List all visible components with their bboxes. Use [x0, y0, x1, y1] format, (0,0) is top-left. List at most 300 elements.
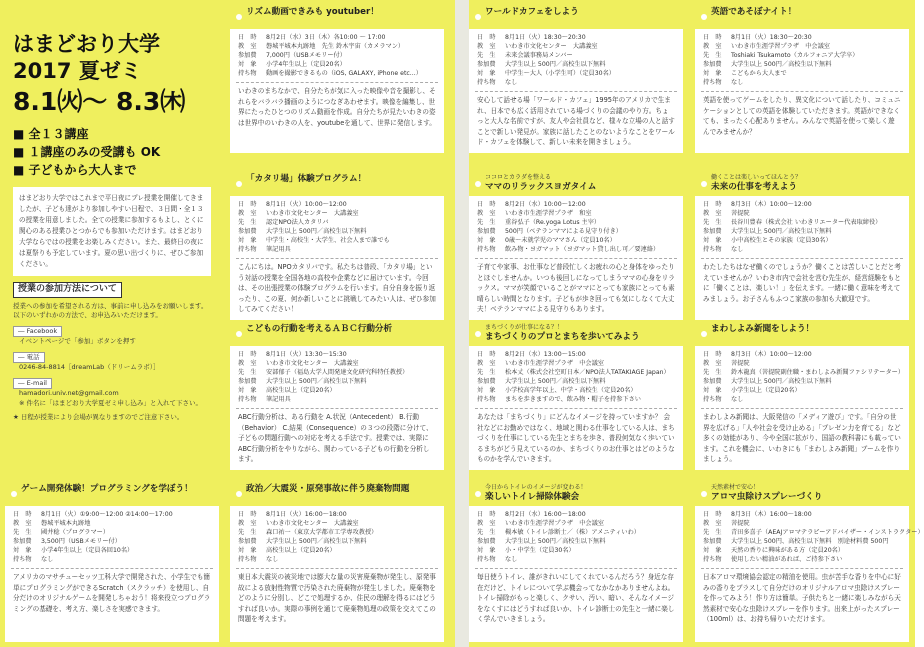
course-card — [695, 482, 924, 642]
info-value: 大学生以上 500円／高校生以下無料 — [266, 228, 367, 235]
info-label: 教 室 — [477, 43, 496, 50]
info-row — [477, 528, 677, 537]
info-value: 中学生～大人（小学生可）（定員30名） — [505, 70, 615, 77]
bullet-dot-icon — [475, 331, 481, 337]
info-value: 重谷弘子（Re.yoga Lotus 主宰） — [505, 219, 601, 226]
course-card — [469, 172, 683, 320]
info-label: 対 象 — [238, 547, 257, 554]
info-label: 先 生 — [477, 369, 496, 376]
bullet-dot-icon — [236, 331, 242, 337]
info-row — [477, 537, 677, 546]
info-row — [703, 78, 903, 87]
course-info — [469, 346, 683, 406]
bullet-item: ■ 子どもから大人まで — [13, 163, 137, 177]
course-title: こどもの行動を考えるＡＢＣ行動分析 — [246, 324, 393, 334]
course-header — [469, 482, 683, 506]
info-row — [477, 60, 677, 69]
info-label: 日 時 — [13, 511, 32, 518]
info-row — [238, 227, 438, 236]
info-row — [13, 546, 213, 555]
info-label: 持ち物 — [238, 396, 257, 403]
course-title: リズム動画できみも youtuber！ — [246, 7, 379, 17]
info-value: 大学生以上 500円／高校生以下無料 — [505, 61, 606, 68]
course-card — [695, 172, 909, 320]
info-value: 8月1日（火）18:30～20:30 — [731, 34, 812, 41]
course-title: ゲーム開発体験！プログラミングを学ぼう！ — [21, 484, 193, 494]
course-title: 政治／大震災・原発事故に伴う廃棄物問題 — [246, 484, 410, 494]
info-row — [238, 245, 438, 254]
brand-title: はまどおり大学 — [13, 32, 160, 56]
info-label: 参加費 — [238, 378, 257, 385]
info-label: 先 生 — [238, 369, 257, 376]
info-row — [703, 528, 924, 537]
course-header — [469, 322, 683, 346]
info-value: 8月1日（火）10:00～12:00 — [266, 201, 347, 208]
info-row — [13, 555, 213, 564]
info-row — [477, 69, 677, 78]
course-info — [469, 29, 683, 89]
info-value: 7,000円（USBメモリー付） — [266, 52, 346, 59]
channel-facebook: ― Facebook — [13, 326, 62, 338]
course-card — [230, 322, 444, 470]
info-value: 使用したい精油があれば、ご持参下さい — [731, 556, 843, 563]
info-label: 教 室 — [238, 210, 257, 217]
info-value: 森口祐一（東京大学都市工学専攻教授） — [266, 529, 378, 536]
info-row — [13, 537, 213, 546]
info-row — [477, 33, 677, 42]
venue-note: ★ 日程が授業により会場が異なりますのでご注意下さい。 — [13, 413, 184, 421]
course-subtitle: 天然素材で安心！ — [711, 484, 760, 491]
info-label: 持ち物 — [238, 246, 257, 253]
channel-phone: ― 電話 — [13, 352, 45, 364]
info-value: 筆記用具 — [266, 396, 291, 403]
course-subtitle: ココロとカラダを整える — [485, 174, 551, 181]
info-label: 日 時 — [477, 34, 496, 41]
course-header — [230, 482, 444, 506]
info-row — [703, 236, 903, 245]
info-row — [238, 510, 438, 519]
info-value: 3,500円（USBメモリー付） — [41, 538, 121, 545]
info-row — [238, 528, 438, 537]
course-card — [230, 482, 444, 642]
info-row — [238, 209, 438, 218]
info-label: 持ち物 — [477, 79, 496, 86]
course-info — [230, 196, 444, 256]
course-card — [695, 5, 909, 153]
info-value: 大学生以上 500円／高校生以下無料 — [731, 61, 832, 68]
info-label: 対 象 — [477, 387, 496, 394]
info-value: 8月1日（火）16:00～18:00 — [266, 511, 347, 518]
course-header — [695, 5, 909, 29]
course-header — [695, 172, 909, 196]
course-description: ABC行動分析は、ある行動を A.状況（Antecedent） B.行動（Behavior） C.結果（Consequence）の３つの段階に分けて、子どもの問題行動への対応を考える手法です。授業では、実際にABC行動分析をやりながら、関わっている子どもの行動を分析します。 — [236, 408, 438, 468]
info-value: 大学生以上 500円／高校生以下無料 — [266, 538, 367, 545]
course-description: あなたは「まちづくり」にどんなイメージを持っていますか？ 会社などにお勤めではなく、地域と関わる仕事をしている人は、まちづくりを仕事にしている先生とまちを歩き、普段何気なく歩いているまちがどう見えているのか、まちづくりのお仕事とはどのようなものかを学んでいきます。 — [475, 408, 677, 468]
info-label: 先 生 — [703, 219, 722, 226]
info-value: 磐城平城本丸跡地 — [41, 520, 91, 527]
info-row — [703, 368, 903, 377]
info-value: 大学生以上 500円／高校生以下無料 — [266, 378, 367, 385]
info-row — [238, 200, 438, 209]
info-value: 小中高校生とその家族（定員30名） — [731, 237, 832, 244]
info-label: 参加費 — [477, 61, 496, 68]
course-card — [695, 322, 909, 470]
info-row — [477, 386, 677, 395]
info-row — [238, 218, 438, 227]
channel-facebook-value: イベントページで「参加」ボタンを押す — [19, 337, 136, 345]
info-value: 高校生以上（定員20名） — [266, 387, 336, 394]
course-title: 英語であそぼナイト！ — [711, 7, 797, 17]
course-title: ママのリラックスヨガタイム — [485, 182, 597, 192]
info-label: 参加費 — [703, 378, 722, 385]
info-label: 先 生 — [238, 219, 257, 226]
info-label: 日 時 — [238, 201, 257, 208]
bullet-dot-icon — [236, 181, 242, 187]
info-label: 教 室 — [477, 210, 496, 217]
info-label: 対 象 — [703, 547, 722, 554]
course-header — [469, 5, 683, 29]
info-label: 参加費 — [477, 538, 496, 545]
course-title: まわしよみ新聞をしよう！ — [711, 324, 815, 334]
info-value: 8月1日（火）18:30～20:30 — [505, 34, 586, 41]
course-card — [469, 322, 683, 470]
info-row — [477, 359, 677, 368]
info-row — [477, 350, 677, 359]
info-label: 対 象 — [703, 237, 722, 244]
course-card — [230, 172, 444, 320]
course-header — [5, 482, 219, 506]
info-row — [238, 546, 438, 555]
course-header — [230, 5, 444, 29]
info-value: 中学生・高校生・大学生、社会人まで誰でも — [266, 237, 390, 244]
info-label: 対 象 — [703, 387, 722, 394]
course-description: 日本アロマ環境協会認定の精油を使用。虫が苦手な香りを中心に好みの香りをブラスして自分だけのオリジナルアロマ虫除けスプレーを作ってみよう！作り方は簡単。子供たちと一緒に楽しみながら天然素材で安心な虫除けスプレーを作ります。出来上がったスプレー（100ml）は、お持ち帰りいただけます。 — [701, 568, 903, 628]
info-row — [238, 359, 438, 368]
course-card — [469, 5, 683, 153]
info-row — [703, 546, 903, 555]
info-label: 持ち物 — [477, 396, 496, 403]
info-row — [477, 395, 677, 404]
info-row — [477, 510, 677, 519]
info-value: いわき市文化センター 大講義室 — [266, 520, 359, 527]
info-row — [703, 350, 903, 359]
info-row — [703, 395, 903, 404]
info-row — [238, 51, 438, 60]
course-title: 「カタリ場」体験プログラム！ — [246, 174, 367, 184]
info-value: 8月3日（木）16:00～18:00 — [731, 511, 812, 518]
info-label: 先 生 — [477, 219, 496, 226]
info-row — [238, 377, 438, 386]
info-label: 持ち物 — [703, 556, 722, 563]
info-value: 飲み物・ヨガマット（ヨガマット貸し出し可／要連絡） — [505, 246, 660, 253]
brand-subtitle: 2017 夏ゼミ — [13, 59, 142, 83]
info-row — [477, 78, 677, 87]
info-label: 先 生 — [238, 529, 257, 536]
info-value: 小学生以上（定員20名） — [731, 387, 801, 394]
info-value: なし — [266, 556, 279, 563]
course-header — [469, 172, 683, 196]
info-row — [477, 218, 677, 227]
course-description: 毎日使うトイレ、誰がきれいにしてくれているんだろう？身近な存在だけど、トイレについて学ぶ機会ってなかなかありませんよね。トイレ掃除がもっと楽しく、クサい、汚い、暗い、そんなイメージをなくすにはどうすれば良いか、トイレ診断士の先生と一緒に楽しく学んでいきましょう。 — [475, 568, 677, 628]
info-value: 8月1日（火）13:30～15:30 — [266, 351, 347, 358]
info-label: 日 時 — [703, 351, 722, 358]
course-description: アメリカのマサチューセッツ工科大学で開発された、小学生でも簡単にプログラミングができるScratch（スクラッチ）を使用し、自分だけのオリジナルゲームを開発しちゃおう！将来役立つプログラミングの基礎を、考え方、楽しさを実感できます。 — [11, 568, 213, 617]
intro-panel — [5, 5, 219, 467]
bullet-dot-icon — [11, 491, 17, 497]
info-label: 持ち物 — [13, 556, 32, 563]
bullet-dot-icon — [701, 14, 707, 20]
info-label: 参加費 — [13, 538, 32, 545]
info-row — [238, 33, 438, 42]
info-row — [477, 236, 677, 245]
page-gutter — [455, 0, 469, 647]
info-label: 対 象 — [477, 237, 496, 244]
info-value: 8月1日（火）①9:00～12:00 ②14:00～17:00 — [41, 511, 173, 518]
info-label: 教 室 — [703, 210, 722, 217]
info-label: 教 室 — [13, 520, 32, 527]
info-value: 8月2日（水）10:00～12:00 — [505, 201, 586, 208]
info-value: なし — [731, 79, 744, 86]
course-description: 東日本大震災の被災地では膨大な量の災害廃棄物が発生し、原発事故による放射性物質で汚染された廃棄物が発生しました。廃棄物をどのように分別し、どこで処理するか、住民の理解を得るにはどうすれば良いか。実際の事例を通じて廃棄物処理の政策を交えてこの問題を考えます。 — [236, 568, 438, 628]
info-label: 対 象 — [477, 547, 496, 554]
info-value: Toshiaki Tsukamoto（カルフォニア大学卒） — [731, 52, 859, 59]
info-row — [703, 218, 903, 227]
channel-phone-value: 0246-84-8814［dreamLab（ドリームラボ）］ — [19, 363, 160, 371]
info-value: 8月2日（水）16:00～18:00 — [505, 511, 586, 518]
event-dates: 8.1㈫〜 8.3㈭ — [13, 87, 186, 116]
info-label: 参加費 — [703, 538, 722, 545]
info-value: 8月2日（水）3日（木）各10:00 ～ 17:00 — [266, 34, 386, 41]
info-row — [477, 368, 677, 377]
info-value: 松本丈（株式会社空町日本／NPO法人TATAKIAGE Japan） — [505, 369, 670, 376]
info-row — [238, 537, 438, 546]
info-value: いわき市文化センター 大講義室 — [266, 360, 359, 367]
info-label: 教 室 — [477, 360, 496, 367]
info-label: 日 時 — [238, 34, 257, 41]
info-row — [238, 368, 438, 377]
info-value: 大学生以上 500円、高校生以下無料 別途材料費 500円 — [731, 538, 889, 545]
course-card — [5, 482, 219, 642]
info-row — [238, 519, 438, 528]
info-label: 日 時 — [238, 511, 257, 518]
info-row — [238, 395, 438, 404]
info-label: 教 室 — [238, 360, 257, 367]
bullet-dot-icon — [701, 331, 707, 337]
info-row — [703, 510, 903, 519]
info-label: 教 室 — [238, 520, 257, 527]
info-label: 持ち物 — [703, 396, 722, 403]
info-row — [477, 245, 677, 254]
info-value: 8月2日（水）13:00～15:00 — [505, 351, 586, 358]
info-value: 國井稔（プログラマー） — [41, 529, 110, 536]
info-value: 大学生以上 500円／高校生以下無料 — [731, 228, 832, 235]
info-label: 参加費 — [238, 538, 257, 545]
info-value: 菩提院 — [731, 360, 750, 367]
bullet-item: ■ 全１３講座 — [13, 127, 89, 141]
info-row — [13, 519, 213, 528]
info-label: 先 生 — [477, 52, 496, 59]
info-label: 参加費 — [477, 378, 496, 385]
info-row — [13, 510, 213, 519]
info-value: 小学4年生以上（定員20名） — [266, 61, 346, 68]
info-value: 高校生以上（定員20名） — [266, 547, 336, 554]
info-label: 日 時 — [238, 351, 257, 358]
info-label: 教 室 — [477, 520, 496, 527]
info-row — [703, 555, 903, 564]
info-value: 大学生以上 500円／高校生以下無料 — [731, 378, 832, 385]
howto-section — [13, 282, 211, 423]
info-value: 青田多喜子（AEAJアロマテラピーアドバイザー・インストラクター） — [731, 529, 924, 536]
info-value: 認定NPO法人カタリバ — [266, 219, 329, 226]
info-label: 先 生 — [477, 529, 496, 536]
course-title: まちづくりのプロとまちを歩いてみよう — [485, 332, 640, 342]
course-description: わたしたちはなぜ働くのでしょうか？働くことは苦しいことだと考えていませんか？いわき市内で会社を営む先生が、経営経験をもとに「働くことは、楽しい！」を伝えます。一緒に働く意味を考えてみましょう。お子さんもふつこ家族の参加も大歓迎です。 — [701, 258, 903, 307]
course-description: 英語を使ってゲームをしたり、異文化について話したり、コミュニケーションとしての英語を体験していただきます。英語ができなくても、まったく心配ありません。みんなで英語を使って楽しく遊んでみませんか？ — [701, 91, 903, 140]
info-row — [477, 555, 677, 564]
info-value: いわき市文化センター 大講義室 — [505, 43, 598, 50]
info-value: 未来会議事務局メンバー — [505, 52, 573, 59]
info-label: 対 象 — [703, 70, 722, 77]
info-label: 参加費 — [238, 52, 257, 59]
info-label: 持ち物 — [703, 79, 722, 86]
info-value: 槻本敏（トイレ診断士／（株）アメニティいわ） — [505, 529, 640, 536]
info-label: 持ち物 — [238, 70, 257, 77]
info-value: 8月3日（木）10:00～12:00 — [731, 351, 812, 358]
course-subtitle: 働くことは楽しいってほんとう？ — [711, 174, 802, 181]
course-header — [230, 322, 444, 346]
course-title: 未来の仕事を考えよう — [711, 182, 797, 192]
info-row — [238, 60, 438, 69]
info-label: 日 時 — [703, 511, 722, 518]
info-value: 動画を撮影できるもの（iOS, GALAXY, iPhone etc...） — [266, 70, 422, 77]
info-label: 対 象 — [238, 61, 257, 68]
info-value: 0歳～未就学児のママさん（定員10名） — [505, 237, 616, 244]
info-row — [238, 555, 438, 564]
info-row — [703, 359, 903, 368]
info-label: 対 象 — [238, 387, 257, 394]
info-row — [477, 227, 677, 236]
info-label: 教 室 — [703, 520, 722, 527]
info-row — [703, 227, 903, 236]
info-value: 大学生以上 500円／高校生以下無料 — [505, 378, 606, 385]
course-info — [230, 29, 444, 80]
info-value: 大学生以上 500円／高校生以下無料 — [505, 538, 606, 545]
course-description: いわきのまちなかで、自分たちが気に入った映像や音を撮影し、それらをバラバラ播画のようにつなぎあわせます。映像を編集し、世界にたったひとつのリズム動画を作成。自分たちが見たいわきの姿は世界中のいわきの人を、youtubeを通して、世界に発信します。 — [236, 82, 438, 131]
course-card — [230, 5, 444, 153]
info-label: 対 象 — [238, 237, 257, 244]
bullet-dot-icon — [475, 491, 481, 497]
info-row — [238, 236, 438, 245]
course-title: アロマ虫除けスプレーづくり — [711, 492, 823, 502]
course-info — [469, 506, 683, 566]
info-row — [703, 33, 903, 42]
info-value: なし — [505, 556, 518, 563]
info-row — [13, 528, 213, 537]
course-description: まわしよみ新聞は、大阪発信の「メディア遊び」です。「自分の世界を広げる」「人や社会を受け止める」「プレゼン力を育てる」など多くの効能があり、今や全国に拡がり、国語の教科書にも載っています。これを機会に、いわきにも「まわしよみ新聞」ブームを作りましょう。 — [701, 408, 903, 468]
bullet-dot-icon — [701, 491, 707, 497]
info-label: 日 時 — [477, 511, 496, 518]
info-label: 持ち物 — [703, 246, 722, 253]
info-row — [477, 546, 677, 555]
info-row — [703, 245, 903, 254]
info-value: いわき市文化センター 大講義室 — [266, 210, 359, 217]
info-value: 8月3日（木）10:00～12:00 — [731, 201, 812, 208]
info-label: 日 時 — [477, 351, 496, 358]
info-row — [703, 209, 903, 218]
course-info — [695, 506, 924, 566]
info-row — [238, 69, 438, 78]
course-header — [695, 322, 909, 346]
course-header — [695, 482, 909, 506]
info-row — [703, 377, 903, 386]
info-value: 天然の香りに興味がある方（定員20名） — [731, 547, 845, 554]
channel-email: ― E-mail — [13, 378, 52, 390]
info-value: 長谷川豊春（株式会社 いわきリエーター代表取締役） — [731, 219, 882, 226]
info-row — [703, 200, 903, 209]
info-label: 教 室 — [703, 360, 722, 367]
course-header — [230, 172, 444, 196]
course-info — [695, 29, 909, 89]
info-label: 持ち物 — [477, 246, 496, 253]
info-row — [238, 42, 438, 51]
course-title: ワールドカフェをしよう — [485, 7, 579, 17]
bullet-dot-icon — [236, 491, 242, 497]
course-info — [230, 346, 444, 406]
info-label: 参加費 — [703, 61, 722, 68]
course-description: こんにちは。NPOカタリバです。私たちは普段、「カタリ場」という対話の授業を全国各地の高校や企業などに届けています。今回は、その出張授業の体験プログラムを行います。自分自身を振り返ったり、この夏、何か新しいことに挑戦してみたい人は、ぜひ参加してみてください！ — [236, 258, 438, 318]
info-row — [477, 377, 677, 386]
info-value: いわき市生涯学習プラザ 中会議室 — [505, 360, 604, 367]
info-label: 参加費 — [703, 228, 722, 235]
info-label: 参加費 — [477, 228, 496, 235]
info-row — [703, 42, 903, 51]
course-subtitle: まちづくりが仕事になる？！ — [485, 324, 563, 331]
info-label: 先 生 — [703, 529, 722, 536]
info-label: 対 象 — [13, 547, 32, 554]
course-info — [469, 196, 683, 256]
info-value: 小・中学生（定員30名） — [505, 547, 575, 554]
info-label: 先 生 — [703, 52, 722, 59]
howto-text: 授業への参加を希望される方は、事前に申し込みをお願いします。以下のいずれかの方法で、お申込みいただけます。 — [13, 301, 208, 319]
info-label: 先 生 — [13, 529, 32, 536]
course-info — [695, 196, 909, 256]
info-label: 教 室 — [238, 43, 257, 50]
info-row — [703, 60, 903, 69]
info-label: 対 象 — [477, 70, 496, 77]
info-label: 教 室 — [703, 43, 722, 50]
info-label: 日 時 — [703, 34, 722, 41]
info-label: 持ち物 — [238, 556, 257, 563]
info-label: 先 生 — [703, 369, 722, 376]
info-label: 日 時 — [477, 201, 496, 208]
bullet-dot-icon — [236, 14, 242, 20]
info-label: 参加費 — [238, 228, 257, 235]
info-value: なし — [731, 396, 744, 403]
info-row — [477, 51, 677, 60]
info-row — [477, 200, 677, 209]
course-info — [695, 346, 909, 406]
course-description: 子育てや家事、お仕事など普段忙しくお疲れの心と身体をゆったりとほぐしませんか。いつも後回しになってしまうママの心身をリラックス。ママが笑顔でいることがママにとっても家族にとっても素晴らしい時間となります。子どもが歩き回っても気にしなくて大丈夫！ベテランママによる見守りもあります。 — [475, 258, 677, 318]
info-value: 安部郁子（福島大学人間発達文化研究科特任教授） — [266, 369, 409, 376]
course-subtitle: 今日からトイレのイメージが変わる！ — [485, 484, 587, 491]
info-row — [703, 537, 903, 546]
bullet-dot-icon — [475, 14, 481, 20]
info-value: 菩提院 — [731, 520, 750, 527]
info-row — [703, 519, 903, 528]
info-row — [703, 69, 903, 78]
info-value: なし — [731, 246, 744, 253]
channel-email-value: hamadori.univ.net@gmail.com — [19, 389, 119, 397]
